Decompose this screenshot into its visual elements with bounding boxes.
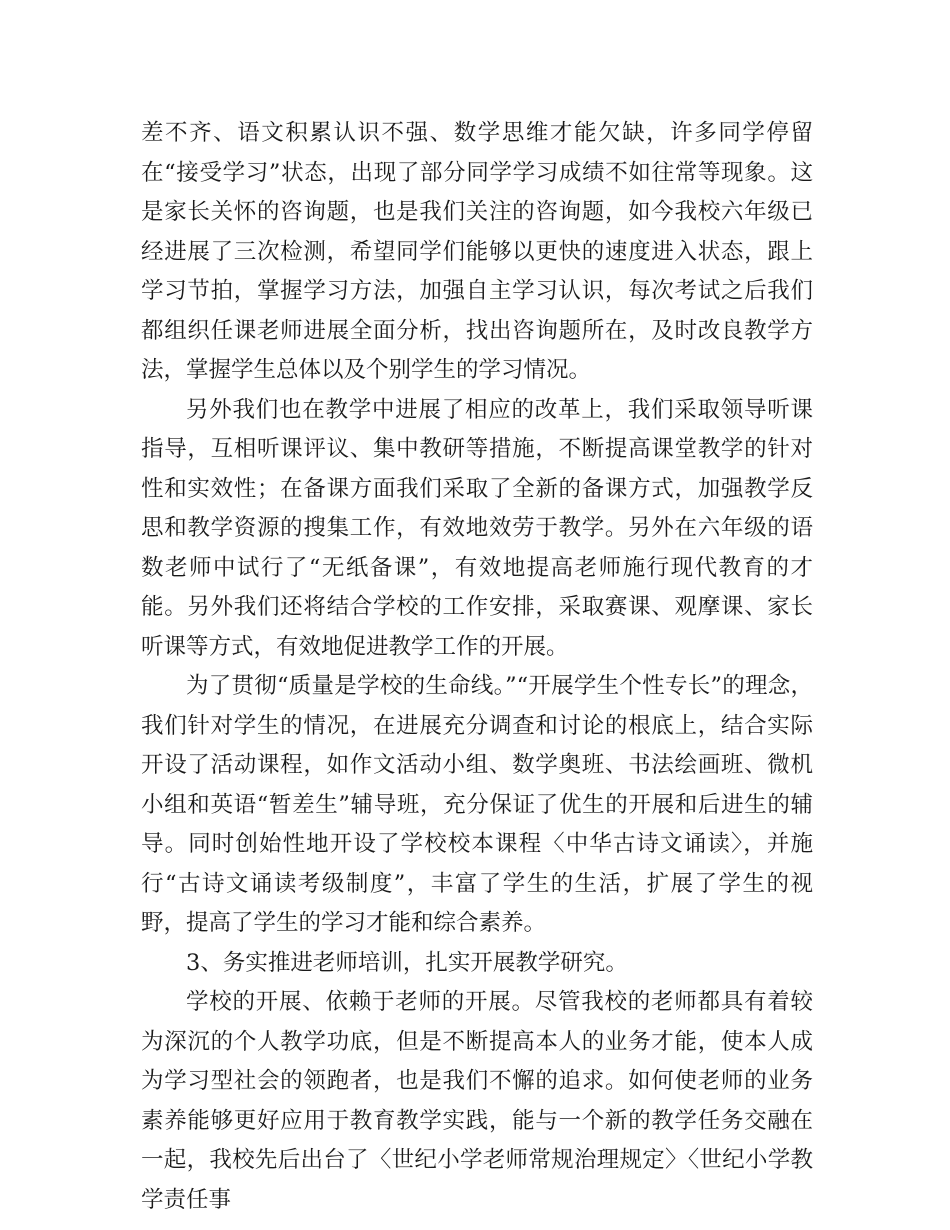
paragraph-1: 差不齐、语文积累认识不强、数学思维才能欠缺，许多同学停留在“接受学习”状态，出现了部分同学学习成绩不如往常等现象。这是家长关怀的咨询题，也是我们关注的咨询题，如今我校六年级已经进展了三次检测，希望同学们能够以更快的速度进入状态，跟上学习节拍，掌握学习方法，加强自主学习认识，每次考试之后我们都组织任课老师进展全面分析，找出咨询题所在，及时改良教学方法，掌握学生总体以及个别学生的学习情况。 — [141, 120, 813, 383]
paragraph-3: 为了贯彻“质量是学校的生命线。”“开展学生个性专长”的理念，我们针对学生的情况，在进展充分调查和讨论的根底上，结合实际开设了活动课程，如作文活动小组、数学奥班、书法绘画班、微机小组和英语“暂差生”辅导班，充分保证了优生的开展和后进生的辅导。同时创始性地开设了学校校本课程〈中华古诗文诵读〉，并施行“古诗文诵读考级制度”，丰富了学生的生活，扩展了学生的视野，提高了学生的学习才能和综合素养。 — [141, 673, 813, 936]
paragraph-2: 另外我们也在教学中进展了相应的改革上，我们采取领导听课指导，互相听课评议、集中教研等措施，不断提高课堂教学的针对性和实效性；在备课方面我们采取了全新的备课方式，加强教学反思和教学资源的搜集工作，有效地效劳于教学。另外在六年级的语数老师中试行了“无纸备课”，有效地提高老师施行现代教育的才能。另外我们还将结合学校的工作安排，采取赛课、观摩课、家长听课等方式，有效地促进教学工作的开展。 — [141, 396, 813, 660]
paragraph-5: 学校的开展、依赖于老师的开展。尽管我校的老师都具有着较为深沉的个人教学功底，但是不断提高本人的业务才能，使本人成为学习型社会的领跑者，也是我们不懈的追求。如何使老师的业务素养能够更好应用于教育教学实践，能与一个新的教学任务交融在一起，我校先后出台了〈世纪小学老师常规治理规定〉〈世纪小学教学责任事 — [141, 989, 813, 1213]
section-heading-3: 3、务实推进老师培训，扎实开展教学研究。 — [186, 949, 628, 976]
document-body — [141, 114, 813, 1220]
